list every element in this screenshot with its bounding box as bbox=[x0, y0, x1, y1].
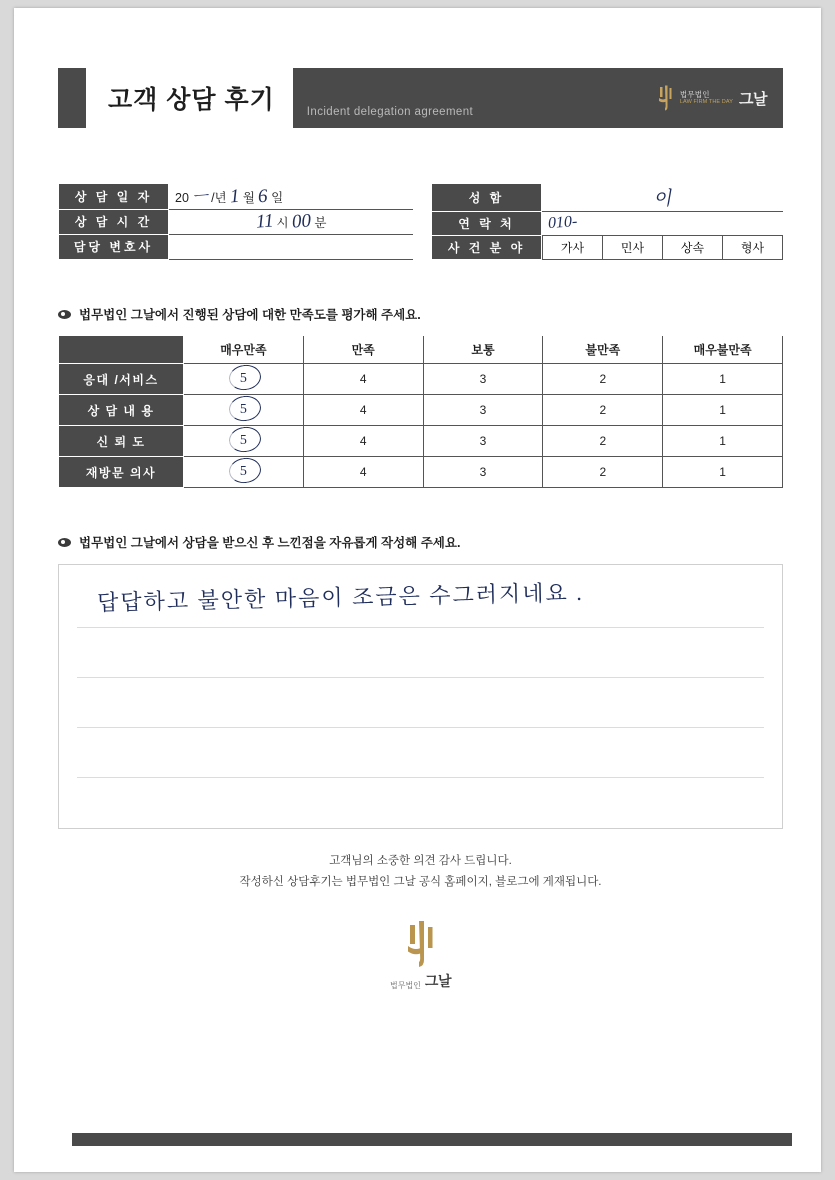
table-header-row bbox=[59, 336, 783, 364]
info-table-left bbox=[58, 183, 413, 260]
column-neutral: 보통 bbox=[423, 336, 543, 364]
section-heading-comment bbox=[58, 533, 783, 551]
column-very-dissatisfied: 매우불만족 bbox=[663, 336, 783, 364]
score-cell[interactable]: 3 bbox=[423, 364, 543, 395]
logo-small-top: 법무법인 bbox=[679, 89, 710, 99]
section1-heading-text: 법무법인 그날에서 진행된 상담에 대한 만족도를 평가해 주세요. bbox=[79, 308, 421, 322]
label-contact: 연 락 처 bbox=[432, 211, 542, 235]
table-row bbox=[59, 209, 414, 234]
document-header bbox=[58, 68, 783, 128]
table-corner bbox=[59, 336, 184, 364]
field-attorney[interactable] bbox=[169, 234, 414, 259]
score-cell[interactable]: 2 bbox=[543, 426, 663, 457]
case-option-inheritance[interactable]: 상속 bbox=[662, 236, 722, 260]
header-accent-block bbox=[58, 68, 86, 128]
row-label-revisit: 재방문 의사 bbox=[59, 457, 184, 488]
table-row bbox=[432, 184, 784, 212]
score-cell[interactable]: 2 bbox=[543, 364, 663, 395]
comment-input-area[interactable] bbox=[58, 564, 783, 829]
score-cell[interactable] bbox=[184, 364, 304, 395]
selected-score: 5 bbox=[239, 433, 247, 448]
footer-logo bbox=[58, 920, 783, 991]
field-contact-value: 010- bbox=[547, 212, 578, 233]
bullet-icon bbox=[58, 310, 71, 319]
column-dissatisfied: 불만족 bbox=[543, 336, 663, 364]
time-minute-label: 분 bbox=[314, 215, 327, 230]
date-month-label: 월 bbox=[242, 191, 255, 206]
table-row bbox=[59, 234, 414, 259]
date-year-label: /년 bbox=[211, 191, 227, 206]
footer-line-2: 작성하신 상담후기는 법무법인 그날 공식 홈페이지, 블로그에 게재됩니다. bbox=[239, 875, 602, 888]
field-name[interactable] bbox=[542, 184, 784, 212]
info-section bbox=[58, 183, 783, 260]
field-name-value: 이 bbox=[652, 187, 673, 211]
rule-line bbox=[77, 727, 764, 728]
row-label-content: 상 담 내 용 bbox=[59, 395, 184, 426]
table-row bbox=[59, 184, 414, 210]
field-consult-time[interactable] bbox=[169, 209, 414, 234]
case-option-criminal[interactable]: 형사 bbox=[722, 236, 783, 260]
time-minute-value: 00 bbox=[291, 210, 312, 233]
label-name: 성 함 bbox=[432, 184, 542, 212]
field-case-options bbox=[542, 235, 784, 260]
rule-line bbox=[77, 677, 764, 678]
score-cell[interactable] bbox=[184, 395, 304, 426]
case-option-civil[interactable]: 민사 bbox=[602, 236, 662, 260]
footer-message bbox=[58, 851, 783, 892]
score-cell[interactable]: 3 bbox=[423, 426, 543, 457]
score-cell[interactable]: 4 bbox=[303, 364, 423, 395]
footer-accent-bar bbox=[72, 1133, 792, 1146]
logo-big-text: 그날 bbox=[739, 90, 767, 108]
bullet-icon bbox=[58, 538, 71, 547]
selected-score: 5 bbox=[239, 464, 247, 479]
label-consult-time: 상 담 시 간 bbox=[59, 209, 169, 234]
field-consult-date[interactable] bbox=[169, 184, 414, 210]
selected-score: 5 bbox=[239, 402, 247, 417]
label-attorney: 담당 변호사 bbox=[59, 234, 169, 259]
handwritten-comment: 답답하고 불안한 마음이 조금은 수그러지네요 . bbox=[96, 579, 585, 616]
label-consult-date: 상 담 일 자 bbox=[59, 184, 169, 210]
logo-small-sub: LAW FIRM THE DAY bbox=[679, 99, 734, 106]
footer-logo-text bbox=[390, 971, 451, 991]
score-cell[interactable] bbox=[184, 426, 304, 457]
satisfaction-table bbox=[58, 335, 783, 488]
date-month-value: 1 bbox=[229, 185, 241, 208]
form-sheet bbox=[58, 68, 783, 991]
selected-score: 5 bbox=[239, 371, 247, 386]
header-bar bbox=[293, 68, 783, 128]
field-contact[interactable] bbox=[542, 211, 784, 235]
row-label-service: 응대 /서비스 bbox=[59, 364, 184, 395]
score-cell[interactable]: 1 bbox=[663, 426, 783, 457]
score-cell[interactable]: 4 bbox=[303, 395, 423, 426]
score-cell[interactable]: 2 bbox=[543, 457, 663, 488]
row-label-trust: 신 뢰 도 bbox=[59, 426, 184, 457]
score-cell[interactable]: 1 bbox=[663, 395, 783, 426]
column-very-satisfied: 매우만족 bbox=[184, 336, 304, 364]
footer-line-1: 고객님의 소중한 의견 감사 드립니다. bbox=[329, 855, 512, 867]
table-row bbox=[59, 364, 783, 395]
rule-line bbox=[77, 627, 764, 628]
time-hour-label: 시 bbox=[276, 215, 289, 230]
date-day-label: 일 bbox=[271, 191, 284, 206]
footer-logo-small: 법무법인 bbox=[390, 981, 421, 991]
column-satisfied: 만족 bbox=[303, 336, 423, 364]
score-cell[interactable]: 3 bbox=[423, 457, 543, 488]
date-year-prefix: 20 bbox=[175, 191, 189, 206]
score-cell[interactable]: 3 bbox=[423, 395, 543, 426]
table-row bbox=[59, 395, 783, 426]
table-row bbox=[432, 211, 784, 235]
time-hour-value: 11 bbox=[254, 210, 274, 233]
table-row bbox=[432, 235, 784, 260]
score-cell[interactable]: 1 bbox=[663, 364, 783, 395]
section2-heading-text: 법무법인 그날에서 상담을 받으신 후 느낀점을 자유롭게 작성해 주세요. bbox=[79, 536, 461, 550]
score-cell[interactable] bbox=[184, 457, 304, 488]
footer-logo-big: 그날 bbox=[424, 973, 451, 990]
score-cell[interactable]: 4 bbox=[303, 426, 423, 457]
logo-small-text bbox=[680, 90, 733, 106]
header-logo bbox=[657, 85, 767, 111]
score-cell[interactable]: 1 bbox=[663, 457, 783, 488]
score-cell[interactable]: 4 bbox=[303, 457, 423, 488]
info-table-right bbox=[431, 183, 783, 260]
rule-line bbox=[77, 777, 764, 778]
date-day-value: 6 bbox=[257, 185, 269, 208]
case-option-family[interactable]: 가사 bbox=[542, 236, 602, 260]
table-row bbox=[59, 426, 783, 457]
header-subtitle: Incident delegation agreement bbox=[306, 106, 474, 118]
firm-logo-icon bbox=[404, 920, 438, 968]
document-page bbox=[14, 8, 821, 1172]
firm-logo-icon bbox=[657, 85, 674, 111]
date-year-value: ㅡ bbox=[191, 188, 209, 207]
page-title: 고객 상담 후기 bbox=[108, 86, 275, 114]
score-cell[interactable]: 2 bbox=[543, 395, 663, 426]
table-row bbox=[59, 457, 783, 488]
section-heading-satisfaction bbox=[58, 305, 783, 323]
label-case-field: 사 건 분 야 bbox=[432, 235, 542, 260]
